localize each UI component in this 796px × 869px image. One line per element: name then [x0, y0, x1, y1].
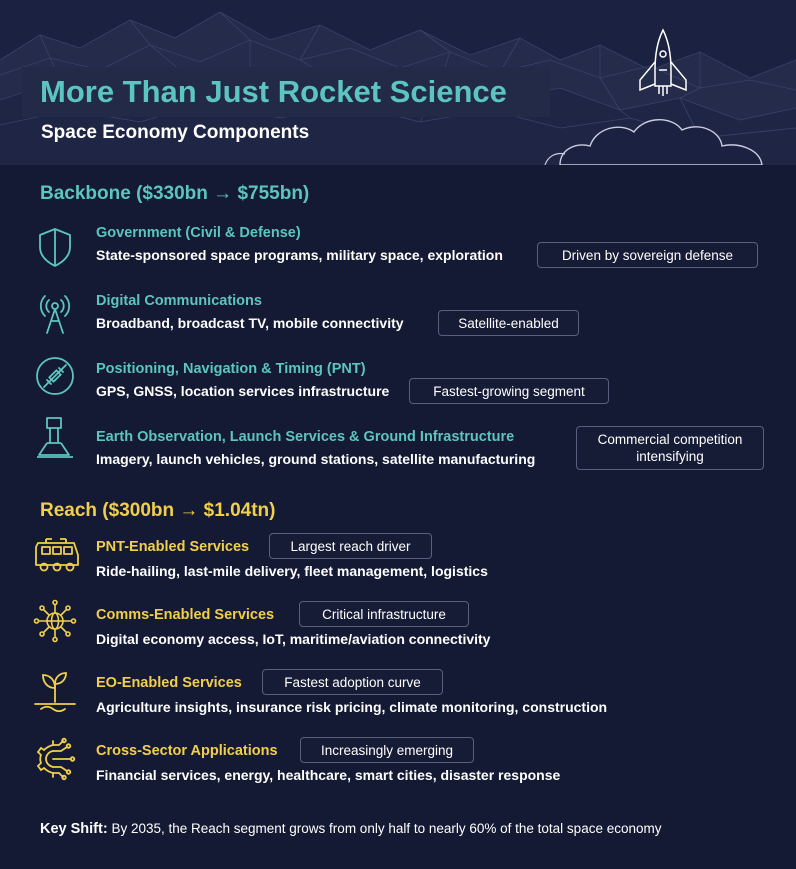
backbone-item-desc: Imagery, launch vehicles, ground stations, satellite manufacturing: [96, 451, 536, 467]
reach-item-title: PNT-Enabled Services: [96, 539, 250, 555]
satellite-icon: [33, 354, 77, 398]
backbone-item-desc: Broadband, broadcast TV, mobile connectivity: [96, 315, 404, 331]
shield-icon: [33, 225, 77, 269]
sprout-icon: [33, 668, 77, 712]
reach-item-badge: Largest reach driver: [269, 533, 432, 559]
backbone-item-badge: Satellite-enabled: [438, 310, 579, 336]
key-shift-label: Key Shift:: [40, 821, 108, 837]
backbone-item-title: Government (Civil & Defense): [96, 225, 301, 241]
circuit-gear-icon: [33, 737, 77, 781]
reach-item-badge: Fastest adoption curve: [262, 669, 443, 695]
reach-item-title: Cross-Sector Applications: [96, 743, 278, 759]
backbone-item-title: Digital Communications: [96, 293, 262, 309]
page-subtitle: Space Economy Components: [41, 122, 310, 143]
reach-section-title: Reach ($300bn → $1.04tn): [40, 500, 276, 521]
reach-item-title: EO-Enabled Services: [96, 675, 242, 691]
network-globe-icon: [33, 599, 77, 643]
key-shift-text: By 2035, the Reach segment grows from only half to nearly 60% of the total space economy: [111, 821, 662, 836]
backbone-item-badge: Commercial competition intensifying: [576, 426, 764, 470]
backbone-item-desc: GPS, GNSS, location services infrastructure: [96, 383, 390, 399]
reach-item-desc: Ride-hailing, last-mile delivery, fleet management, logistics: [96, 563, 488, 579]
backbone-section-title: Backbone ($330bn → $755bn): [40, 183, 310, 204]
backbone-item-title: Positioning, Navigation & Timing (PNT): [96, 361, 366, 377]
vehicle-icon: [32, 531, 82, 575]
key-shift-note: [40, 821, 662, 837]
backbone-item-title: Earth Observation, Launch Services & Ground Infrastructure: [96, 429, 515, 445]
header-banner: [0, 0, 796, 165]
reach-item-badge: Critical infrastructure: [299, 601, 469, 627]
backbone-item-desc: State-sponsored space programs, military space, exploration: [96, 247, 503, 263]
launch-tower-icon: [33, 415, 77, 459]
page-title: More Than Just Rocket Science: [40, 74, 507, 109]
reach-item-badge: Increasingly emerging: [300, 737, 474, 763]
reach-item-desc: Financial services, energy, healthcare, smart cities, disaster response: [96, 767, 561, 783]
antenna-icon: [33, 291, 77, 335]
reach-item-desc: Agriculture insights, insurance risk pricing, climate monitoring, construction: [96, 699, 608, 715]
backbone-item-badge: Fastest-growing segment: [409, 378, 609, 404]
backbone-item-badge: Driven by sovereign defense: [537, 242, 758, 268]
reach-item-title: Comms-Enabled Services: [96, 607, 275, 623]
reach-item-desc: Digital economy access, IoT, maritime/aviation connectivity: [96, 631, 491, 647]
